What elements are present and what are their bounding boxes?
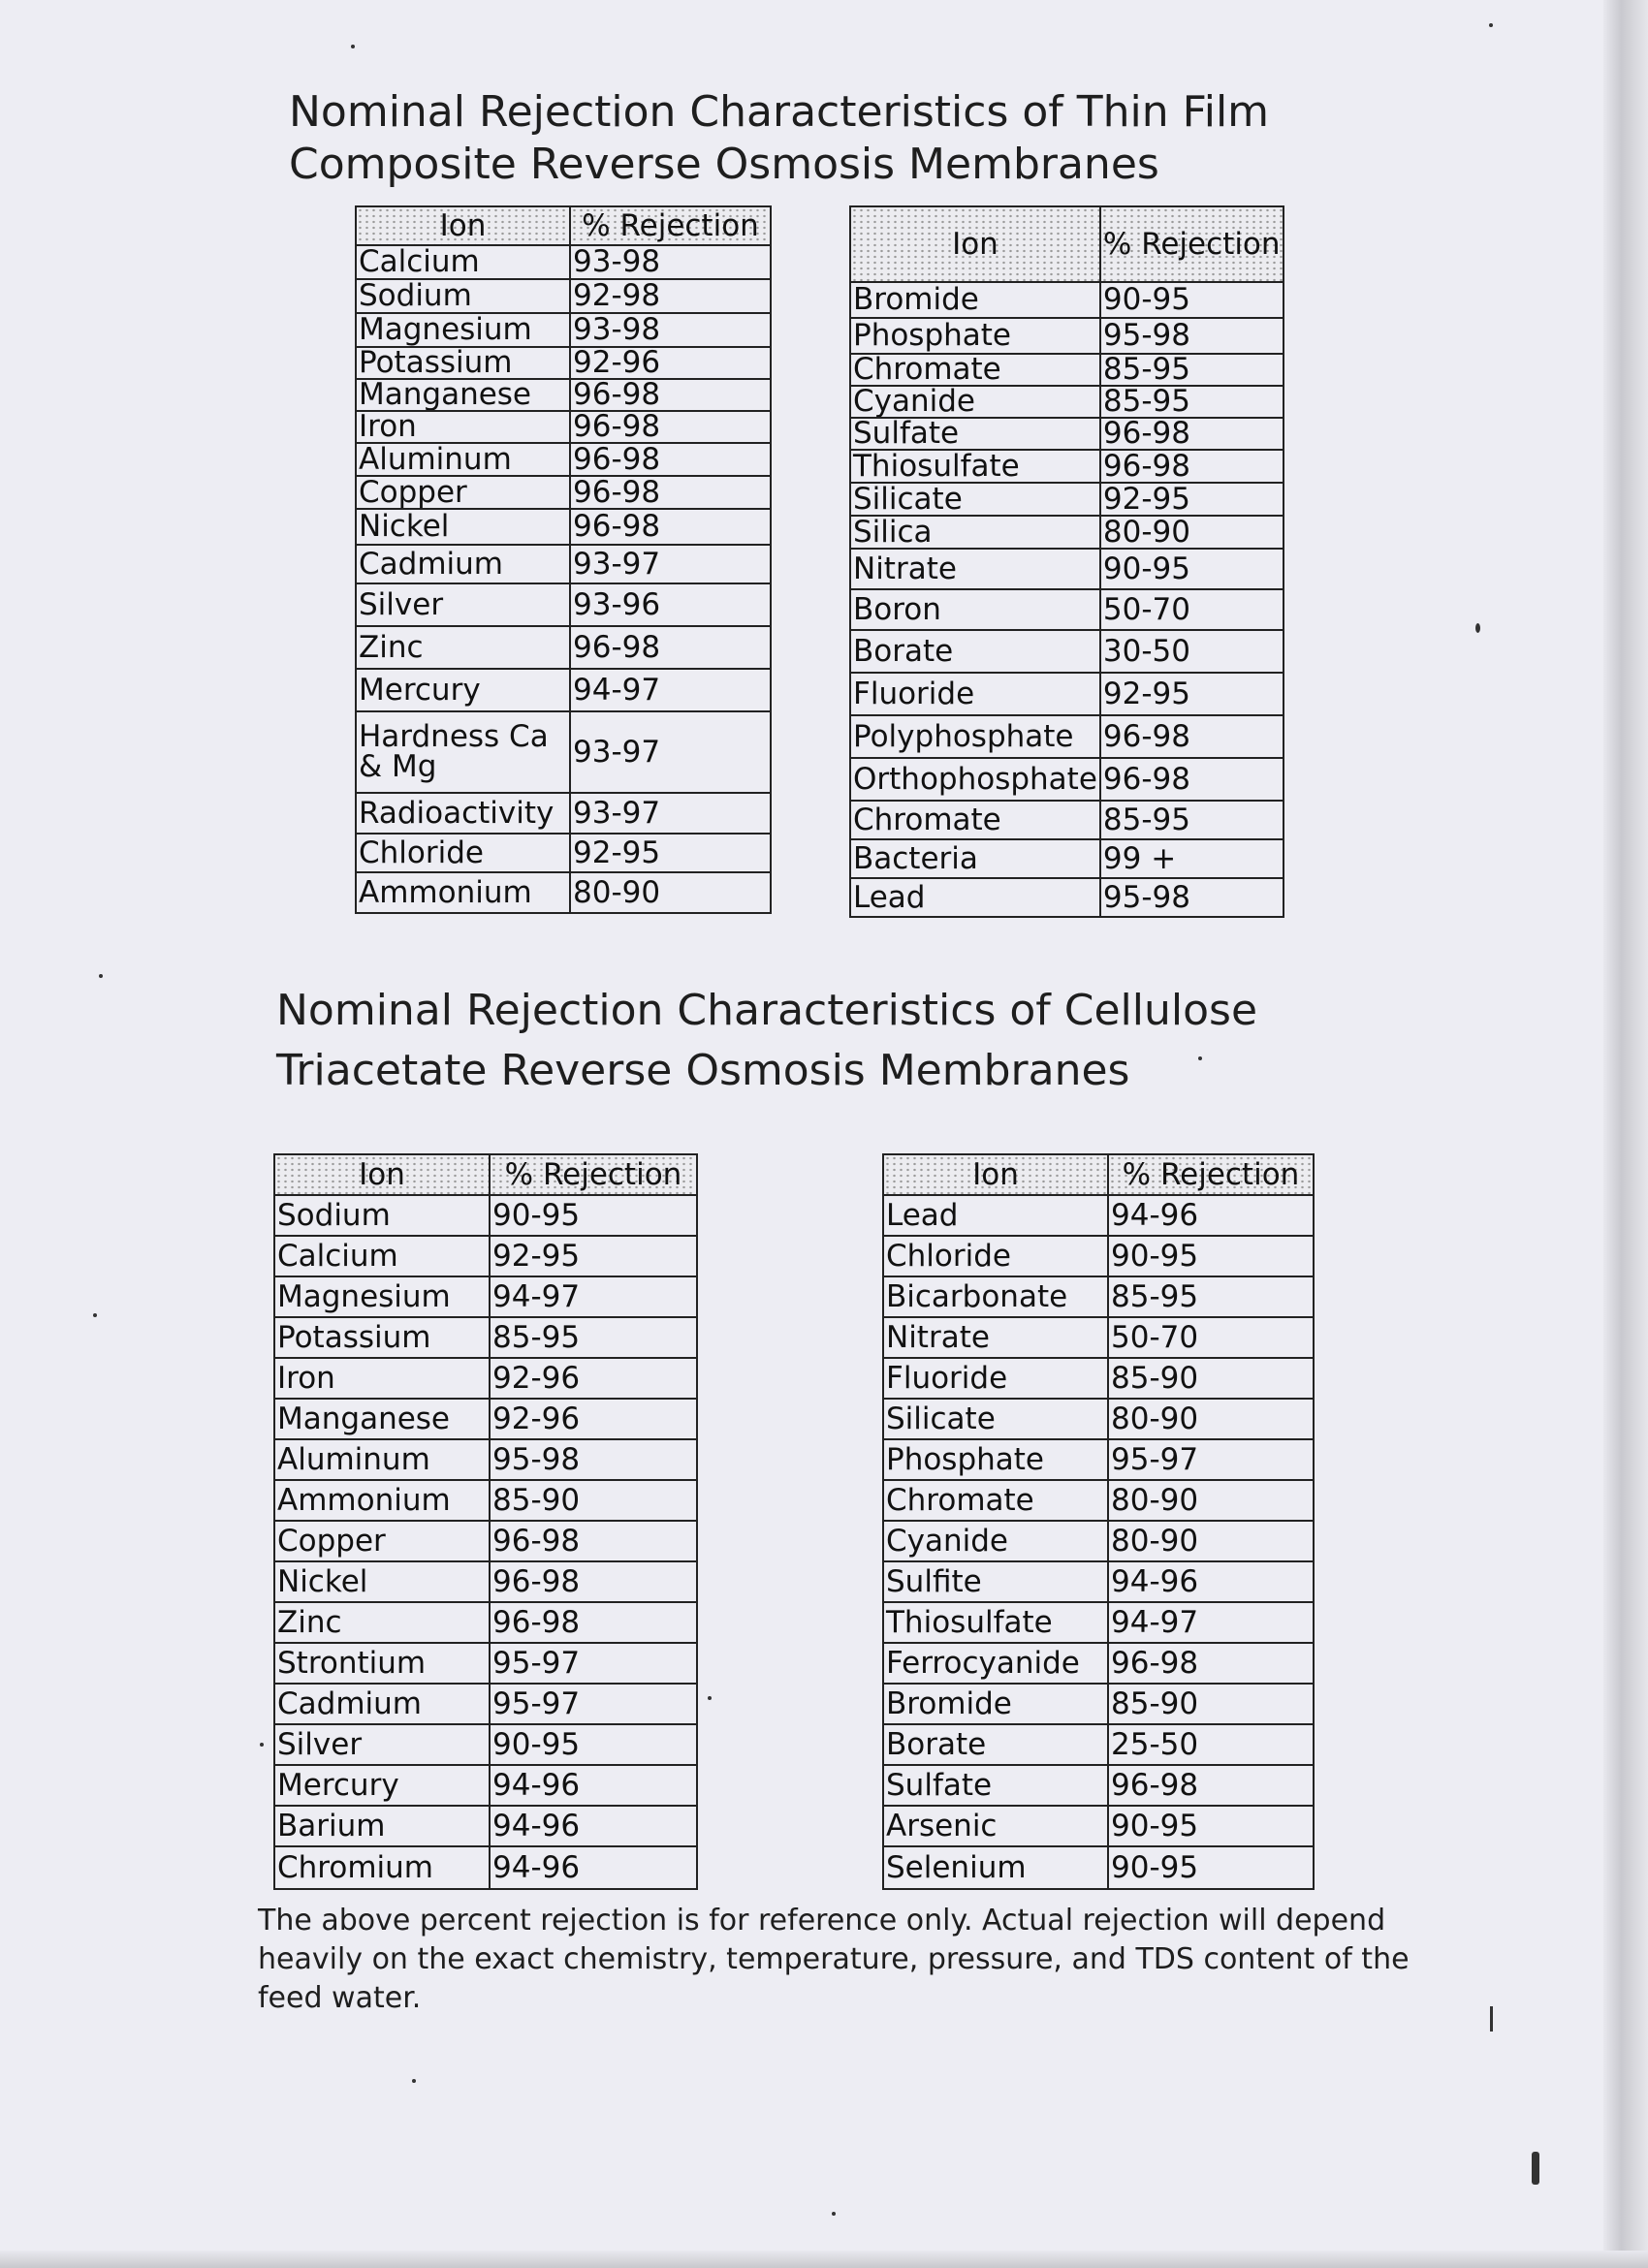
rejection-cell: 99 + xyxy=(1100,839,1284,878)
rejection-cell: 93-97 xyxy=(570,711,771,793)
ion-cell: Lead xyxy=(850,878,1100,917)
rejection-cell: 96-98 xyxy=(570,411,771,443)
rejection-cell: 96-98 xyxy=(490,1602,697,1643)
table-row xyxy=(850,589,1284,630)
rejection-cell: 92-95 xyxy=(570,834,771,872)
table-row xyxy=(883,1846,1314,1889)
rejection-cell: 92-98 xyxy=(570,279,771,313)
ion-cell: Aluminum xyxy=(356,443,570,476)
table-row xyxy=(356,626,771,669)
table-row xyxy=(883,1521,1314,1561)
table-row xyxy=(883,1317,1314,1358)
rejection-cell: 96-98 xyxy=(570,379,771,411)
table-row xyxy=(883,1276,1314,1317)
ion-cell: Silver xyxy=(356,583,570,626)
rejection-cell: 96-98 xyxy=(490,1561,697,1602)
ion-cell: Orthophosphate xyxy=(850,758,1100,801)
ion-cell: Ammonium xyxy=(274,1480,490,1521)
table-row xyxy=(274,1806,697,1846)
rejection-cell: 25-50 xyxy=(1108,1724,1314,1765)
scan-speck xyxy=(1475,623,1480,633)
rejection-cell: 95-97 xyxy=(490,1684,697,1724)
scan-speck xyxy=(99,974,103,978)
table-row xyxy=(850,318,1284,354)
ion-cell: Arsenic xyxy=(883,1806,1108,1846)
scan-speck xyxy=(708,1696,712,1700)
ion-cell: Aluminum xyxy=(274,1439,490,1480)
rejection-cell: 93-98 xyxy=(570,313,771,347)
rejection-cell: 90-95 xyxy=(490,1195,697,1236)
scan-speck xyxy=(1490,2006,1493,2032)
table-row xyxy=(850,516,1284,549)
table-row xyxy=(274,1276,697,1317)
ion-cell: Magnesium xyxy=(356,313,570,347)
rejection-cell: 94-97 xyxy=(1108,1602,1314,1643)
ion-cell: Fluoride xyxy=(850,673,1100,715)
table-row xyxy=(356,476,771,509)
ion-cell: Cadmium xyxy=(274,1684,490,1724)
ion-cell: Sulfate xyxy=(850,418,1100,450)
scan-speck xyxy=(93,1313,97,1317)
rejection-cell: 92-96 xyxy=(570,347,771,379)
rejection-cell: 90-95 xyxy=(1100,282,1284,318)
rejection-cell: 96-98 xyxy=(570,443,771,476)
ion-cell: Chloride xyxy=(883,1236,1108,1276)
rejection-cell: 93-96 xyxy=(570,583,771,626)
ion-cell: Silicate xyxy=(850,483,1100,516)
table-row xyxy=(883,1806,1314,1846)
cta-title-line2: Triacetate Reverse Osmosis Membranes xyxy=(276,1046,1130,1095)
table-row xyxy=(850,549,1284,589)
ion-cell: Silicate xyxy=(883,1399,1108,1439)
table-row xyxy=(883,1236,1314,1276)
table-row xyxy=(883,1765,1314,1806)
rejection-cell: 93-97 xyxy=(570,793,771,834)
ion-cell: Manganese xyxy=(274,1399,490,1439)
rejection-cell: 96-98 xyxy=(1108,1643,1314,1684)
table-row xyxy=(883,1195,1314,1236)
rejection-cell: 94-96 xyxy=(1108,1561,1314,1602)
table-row xyxy=(356,834,771,872)
ion-cell: Magnesium xyxy=(274,1276,490,1317)
ion-cell: Nitrate xyxy=(883,1317,1108,1358)
column-header-ion: Ion xyxy=(850,206,1100,282)
rejection-cell: 96-98 xyxy=(1100,418,1284,450)
rejection-cell: 95-97 xyxy=(490,1643,697,1684)
rejection-cell: 85-90 xyxy=(1108,1358,1314,1399)
ion-cell: Zinc xyxy=(274,1602,490,1643)
ion-cell: Sulfite xyxy=(883,1561,1108,1602)
column-header-ion: Ion xyxy=(883,1154,1108,1195)
rejection-cell: 85-95 xyxy=(1100,386,1284,418)
rejection-cell: 95-97 xyxy=(1108,1439,1314,1480)
column-header-rejection: % Rejection xyxy=(490,1154,697,1195)
tft-title-line1: Nominal Rejection Characteristics of Thin Film xyxy=(289,87,1270,137)
rejection-cell: 96-98 xyxy=(570,476,771,509)
ion-cell: Calcium xyxy=(356,245,570,279)
table-row xyxy=(356,793,771,834)
table-row xyxy=(883,1643,1314,1684)
table-row xyxy=(850,673,1284,715)
table-row xyxy=(850,354,1284,386)
rejection-cell: 92-95 xyxy=(490,1236,697,1276)
table-row xyxy=(356,245,771,279)
ion-cell: Sodium xyxy=(274,1195,490,1236)
ion-cell: Bromide xyxy=(850,282,1100,318)
table-row xyxy=(356,583,771,626)
ion-cell: Ammonium xyxy=(356,872,570,913)
tft-title-line2: Composite Reverse Osmosis Membranes xyxy=(289,140,1159,189)
ion-cell: Chromate xyxy=(850,801,1100,839)
table-row xyxy=(356,545,771,583)
ion-cell: Sodium xyxy=(356,279,570,313)
table-row xyxy=(850,839,1284,878)
table-header-row xyxy=(356,206,771,245)
rejection-cell: 92-96 xyxy=(490,1399,697,1439)
page-edge-shadow xyxy=(1603,0,1648,2268)
footnote: The above percent rejection is for reference only. Actual rejection will depend heavily on the exact chemistry, temperature, pressure, and TDS content of the feed water. xyxy=(258,1904,1410,2015)
cta-rejection-table-left xyxy=(273,1153,698,1890)
table-row xyxy=(850,715,1284,758)
ion-cell: Manganese xyxy=(356,379,570,411)
ion-cell: Silver xyxy=(274,1724,490,1765)
table-row xyxy=(850,450,1284,483)
table-row xyxy=(274,1317,697,1358)
rejection-cell: 30-50 xyxy=(1100,630,1284,673)
table-row xyxy=(883,1399,1314,1439)
rejection-cell: 85-90 xyxy=(490,1480,697,1521)
table-row xyxy=(850,282,1284,318)
rejection-cell: 80-90 xyxy=(1108,1399,1314,1439)
table-row xyxy=(883,1561,1314,1602)
scan-speck xyxy=(412,2079,416,2083)
rejection-cell: 80-90 xyxy=(1108,1480,1314,1521)
rejection-cell: 96-98 xyxy=(570,626,771,669)
table-row xyxy=(883,1439,1314,1480)
table-row xyxy=(356,509,771,545)
ion-cell: Thiosulfate xyxy=(883,1602,1108,1643)
ion-cell: Copper xyxy=(356,476,570,509)
table-header-row xyxy=(883,1154,1314,1195)
ion-cell: Sulfate xyxy=(883,1765,1108,1806)
ion-cell: Cyanide xyxy=(883,1521,1108,1561)
table-row xyxy=(356,443,771,476)
ion-cell: Iron xyxy=(274,1358,490,1399)
rejection-cell: 90-95 xyxy=(1108,1846,1314,1889)
table-row xyxy=(274,1358,697,1399)
table-row xyxy=(274,1480,697,1521)
table-row xyxy=(356,411,771,443)
scan-speck xyxy=(1489,23,1493,27)
ion-cell: Nickel xyxy=(274,1561,490,1602)
table-row xyxy=(274,1236,697,1276)
column-header-rejection: % Rejection xyxy=(570,206,771,245)
ion-cell: Chloride xyxy=(356,834,570,872)
column-header-ion: Ion xyxy=(356,206,570,245)
rejection-cell: 93-97 xyxy=(570,545,771,583)
table-row xyxy=(274,1846,697,1889)
ion-cell: Nitrate xyxy=(850,549,1100,589)
ion-cell: Bacteria xyxy=(850,839,1100,878)
table-row xyxy=(356,669,771,711)
ion-cell: Cadmium xyxy=(356,545,570,583)
table-row xyxy=(883,1602,1314,1643)
scan-speck xyxy=(260,1743,264,1747)
table-row xyxy=(356,379,771,411)
ion-cell: Nickel xyxy=(356,509,570,545)
ion-cell: Boron xyxy=(850,589,1100,630)
table-row xyxy=(356,313,771,347)
table-row xyxy=(883,1480,1314,1521)
rejection-cell: 94-97 xyxy=(490,1276,697,1317)
rejection-cell: 85-95 xyxy=(1108,1276,1314,1317)
rejection-cell: 90-95 xyxy=(1108,1236,1314,1276)
ion-cell: Bromide xyxy=(883,1684,1108,1724)
table-row xyxy=(274,1684,697,1724)
table-row xyxy=(274,1765,697,1806)
rejection-cell: 94-96 xyxy=(1108,1195,1314,1236)
ion-cell: Lead xyxy=(883,1195,1108,1236)
ion-cell: Potassium xyxy=(274,1317,490,1358)
table-row xyxy=(274,1643,697,1684)
ion-cell: Phosphate xyxy=(883,1439,1108,1480)
table-row xyxy=(274,1195,697,1236)
ion-cell: Borate xyxy=(883,1724,1108,1765)
cta-title-line1: Nominal Rejection Characteristics of Cellulose xyxy=(276,986,1258,1035)
table-header-row xyxy=(850,206,1284,282)
rejection-cell: 94-96 xyxy=(490,1806,697,1846)
ion-cell: Chromate xyxy=(883,1480,1108,1521)
rejection-cell: 95-98 xyxy=(1100,318,1284,354)
ion-cell: Mercury xyxy=(274,1765,490,1806)
table-row xyxy=(274,1439,697,1480)
rejection-cell: 85-95 xyxy=(1100,801,1284,839)
rejection-cell: 96-98 xyxy=(1100,758,1284,801)
table-row xyxy=(274,1561,697,1602)
table-row xyxy=(274,1724,697,1765)
rejection-cell: 96-98 xyxy=(1100,450,1284,483)
table-row xyxy=(274,1521,697,1561)
table-row xyxy=(356,711,771,793)
table-row xyxy=(883,1724,1314,1765)
rejection-cell: 96-98 xyxy=(1100,715,1284,758)
tft-rejection-table-left xyxy=(355,205,772,914)
ion-cell: Iron xyxy=(356,411,570,443)
ion-cell: Hardness Ca & Mg xyxy=(356,711,570,793)
rejection-cell: 90-95 xyxy=(1100,549,1284,589)
table-row xyxy=(883,1684,1314,1724)
rejection-cell: 80-90 xyxy=(570,872,771,913)
rejection-cell: 93-98 xyxy=(570,245,771,279)
ion-cell: Selenium xyxy=(883,1846,1108,1889)
rejection-cell: 90-95 xyxy=(490,1724,697,1765)
rejection-cell: 50-70 xyxy=(1108,1317,1314,1358)
table-row xyxy=(850,483,1284,516)
rejection-cell: 92-96 xyxy=(490,1358,697,1399)
ion-cell: Fluoride xyxy=(883,1358,1108,1399)
table-row xyxy=(883,1358,1314,1399)
table-row xyxy=(356,279,771,313)
rejection-cell: 95-98 xyxy=(1100,878,1284,917)
scan-speck xyxy=(351,45,355,48)
rejection-cell: 90-95 xyxy=(1108,1806,1314,1846)
column-header-ion: Ion xyxy=(274,1154,490,1195)
scan-speck xyxy=(832,2212,836,2216)
rejection-cell: 85-95 xyxy=(490,1317,697,1358)
table-header-row xyxy=(274,1154,697,1195)
rejection-cell: 96-98 xyxy=(1108,1765,1314,1806)
rejection-cell: 94-96 xyxy=(490,1846,697,1889)
ion-cell: Strontium xyxy=(274,1643,490,1684)
table-row xyxy=(850,386,1284,418)
rejection-cell: 95-98 xyxy=(490,1439,697,1480)
ion-cell: Chromate xyxy=(850,354,1100,386)
scan-speck xyxy=(1198,1056,1202,1060)
rejection-cell: 92-95 xyxy=(1100,673,1284,715)
table-row xyxy=(850,418,1284,450)
rejection-cell: 85-90 xyxy=(1108,1684,1314,1724)
ion-cell: Calcium xyxy=(274,1236,490,1276)
column-header-rejection: % Rejection xyxy=(1108,1154,1314,1195)
scan-speck xyxy=(1532,2152,1539,2185)
rejection-cell: 94-96 xyxy=(490,1765,697,1806)
table-row xyxy=(850,758,1284,801)
table-row xyxy=(850,630,1284,673)
ion-cell: Barium xyxy=(274,1806,490,1846)
ion-cell: Silica xyxy=(850,516,1100,549)
rejection-cell: 96-98 xyxy=(570,509,771,545)
column-header-rejection: % Rejection xyxy=(1100,206,1284,282)
tft-rejection-table-right xyxy=(849,205,1284,918)
ion-cell: Potassium xyxy=(356,347,570,379)
ion-cell: Thiosulfate xyxy=(850,450,1100,483)
ion-cell: Polyphosphate xyxy=(850,715,1100,758)
cta-rejection-table-right xyxy=(882,1153,1315,1890)
page-bottom-edge xyxy=(0,2251,1648,2268)
ion-cell: Phosphate xyxy=(850,318,1100,354)
table-row xyxy=(274,1399,697,1439)
rejection-cell: 80-90 xyxy=(1100,516,1284,549)
rejection-cell: 85-95 xyxy=(1100,354,1284,386)
table-row xyxy=(274,1602,697,1643)
rejection-cell: 50-70 xyxy=(1100,589,1284,630)
table-row xyxy=(356,872,771,913)
rejection-cell: 92-95 xyxy=(1100,483,1284,516)
ion-cell: Copper xyxy=(274,1521,490,1561)
table-row xyxy=(850,801,1284,839)
ion-cell: Borate xyxy=(850,630,1100,673)
rejection-cell: 80-90 xyxy=(1108,1521,1314,1561)
ion-cell: Zinc xyxy=(356,626,570,669)
ion-cell: Mercury xyxy=(356,669,570,711)
ion-cell: Cyanide xyxy=(850,386,1100,418)
ion-cell: Chromium xyxy=(274,1846,490,1889)
ion-cell: Ferrocyanide xyxy=(883,1643,1108,1684)
table-row xyxy=(356,347,771,379)
rejection-cell: 94-97 xyxy=(570,669,771,711)
table-row xyxy=(850,878,1284,917)
ion-cell: Radioactivity xyxy=(356,793,570,834)
rejection-cell: 96-98 xyxy=(490,1521,697,1561)
ion-cell: Bicarbonate xyxy=(883,1276,1108,1317)
